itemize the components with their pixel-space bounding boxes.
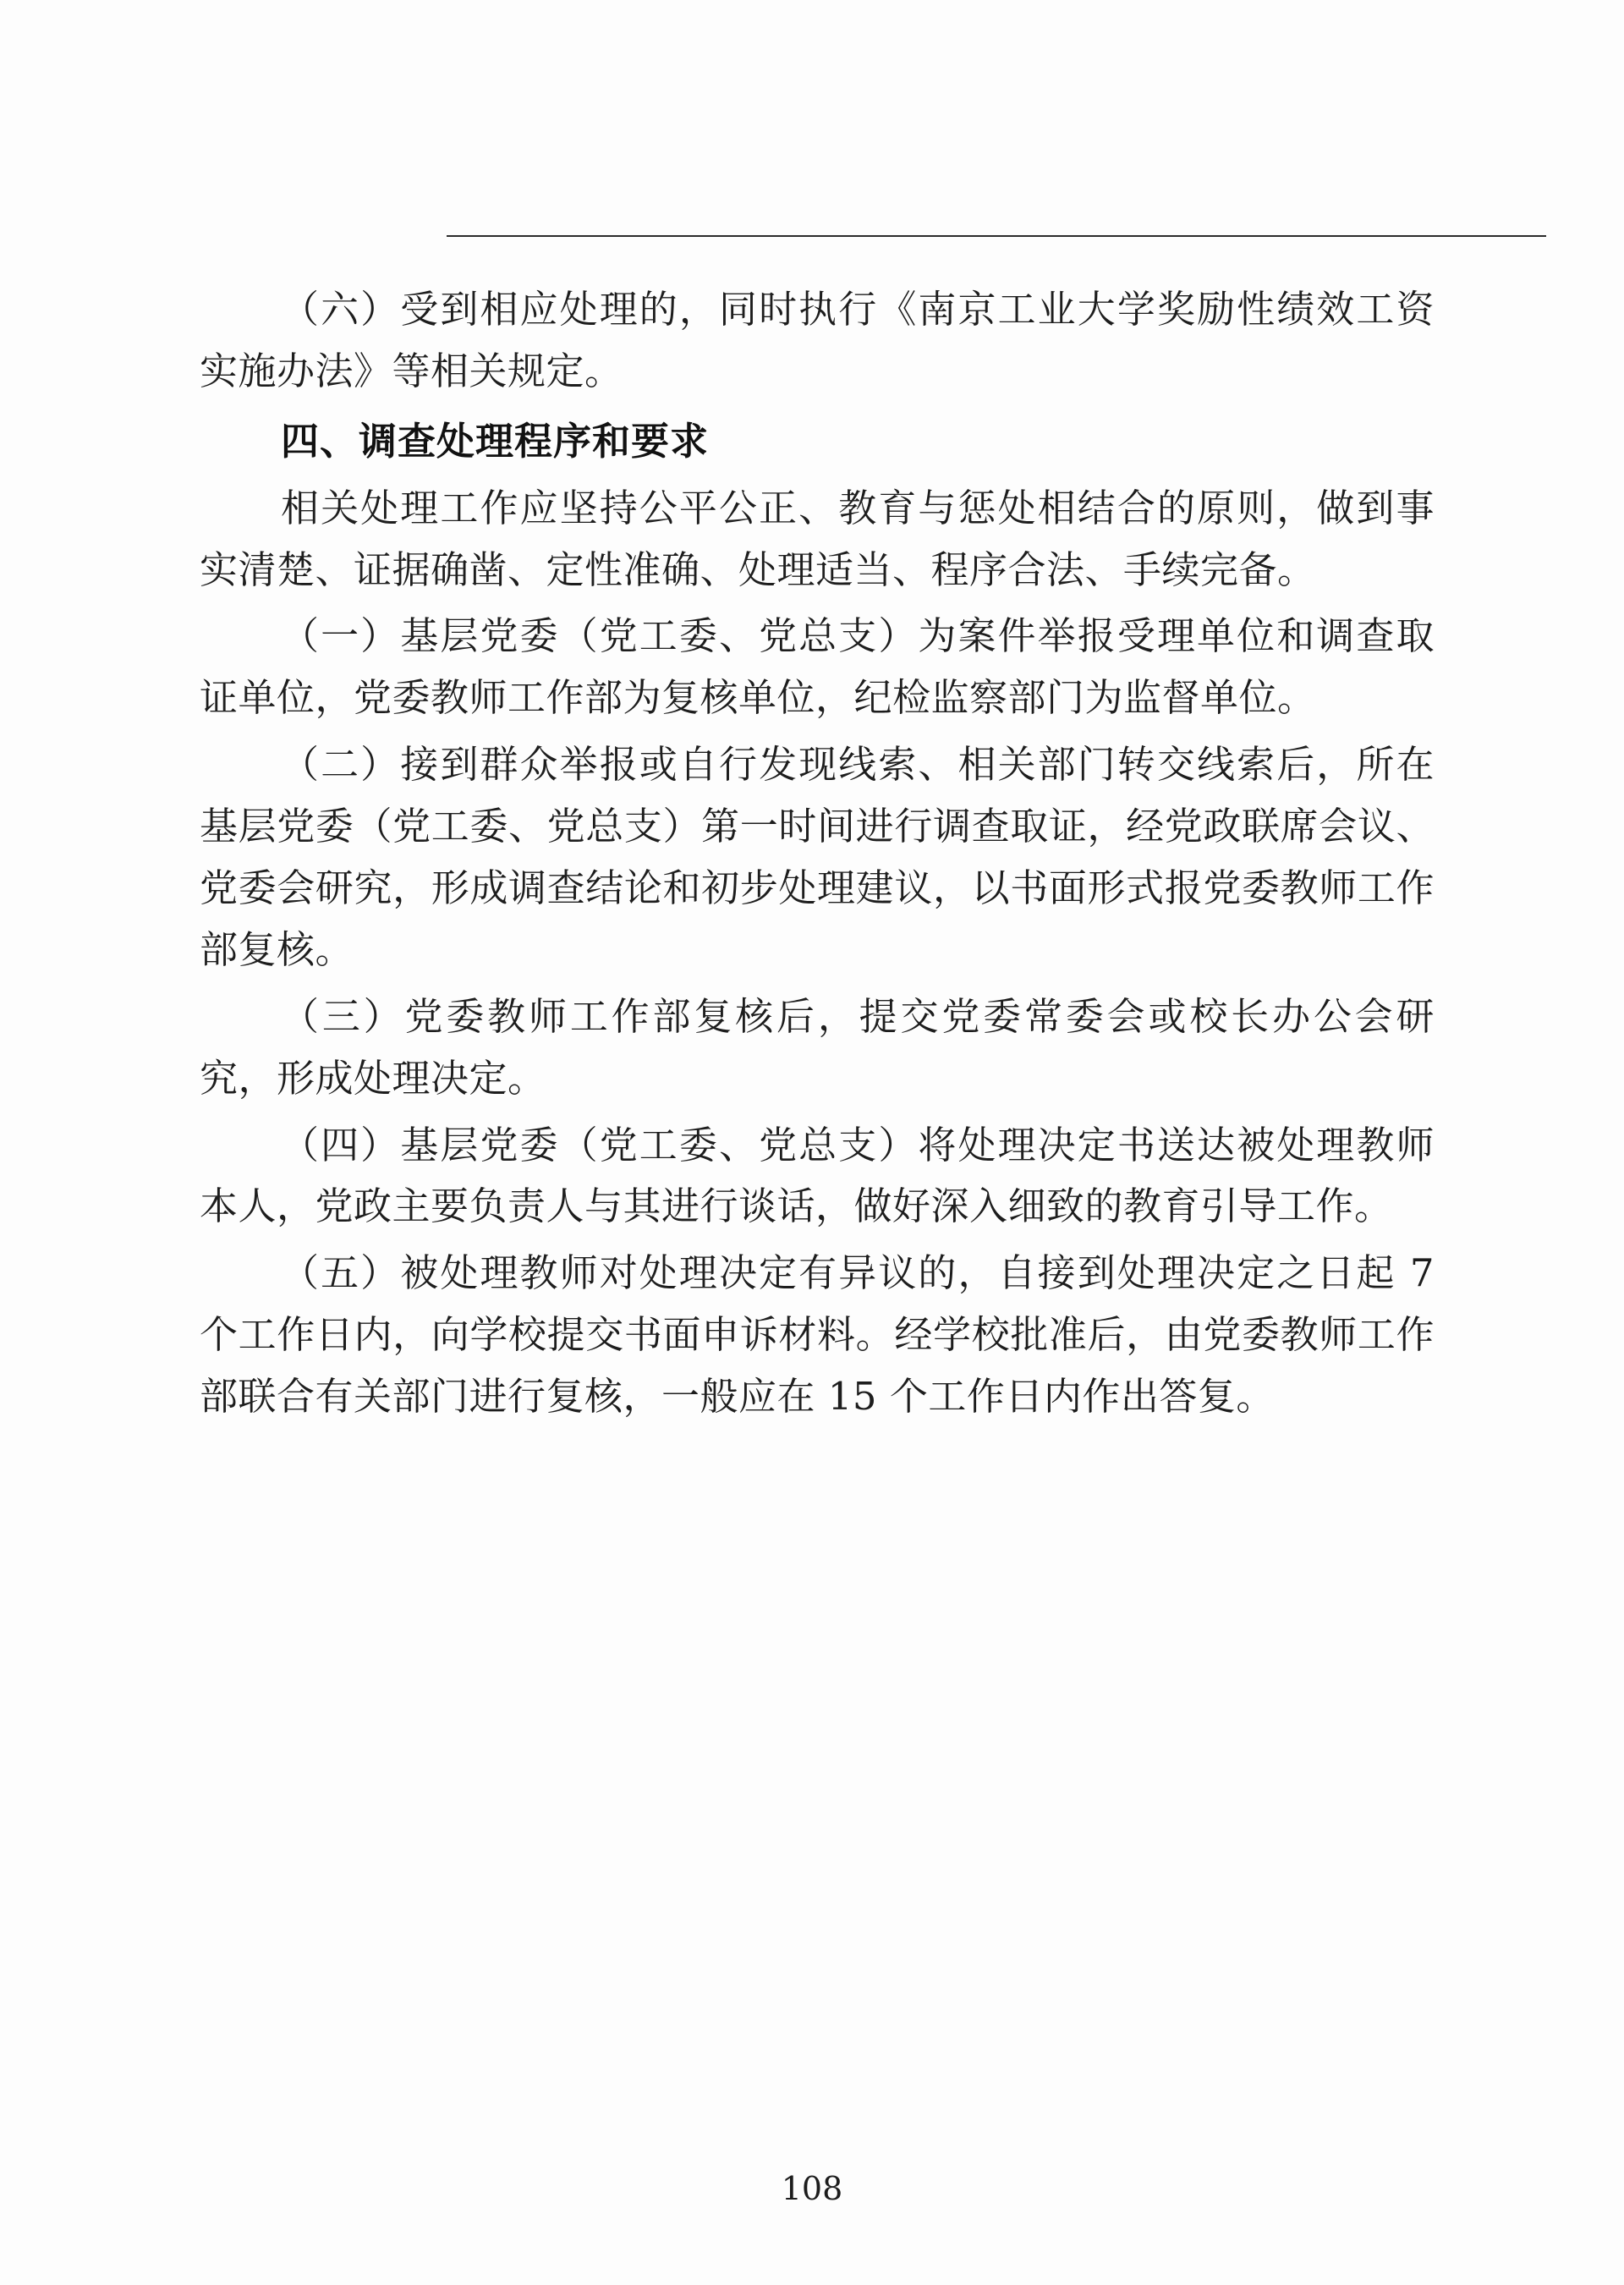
section-heading-four: 四、调查处理程序和要求	[281, 418, 710, 464]
paragraph-item-two: （二）接到群众举报或自行发现线索、相关部门转交线索后，所在基层党委（党工委、党总支）第一时间进行调查取证，经党政联席会议、党委会研究，形成调查结论和初步处理建议，以书面形式报党委教师工作部复核。	[200, 742, 1435, 972]
paragraph-item-five: （五）被处理教师对处理决定有异议的，自接到处理决定之日起 7 个工作日内，向学校提交书面申诉材料。经学校批准后，由党委教师工作部联合有关部门进行复核，一般应在 15 个工作日内作出答复。	[200, 1250, 1435, 1420]
paragraph-item-three: （三）党委教师工作部复核后，提交党委常委会或校长办公会研究，形成处理决定。	[200, 993, 1435, 1101]
paragraph-item-six: （六）受到相应处理的，同时执行《南京工业大学奖励性绩效工资实施办法》等相关规定。	[200, 287, 1435, 393]
document-body	[200, 279, 1435, 1433]
header-rule	[447, 235, 1546, 237]
paragraph-principles: 相关处理工作应坚持公平公正、教育与惩处相结合的原则，做到事实清楚、证据确凿、定性准确、处理适当、程序合法、手续完备。	[200, 485, 1435, 592]
page-number: 108	[781, 2170, 843, 2207]
paragraph-item-four: （四）基层党委（党工委、党总支）将处理决定书送达被处理教师本人，党政主要负责人与其进行谈话，做好深入细致的教育引导工作。	[200, 1122, 1435, 1229]
paragraph-item-one: （一）基层党委（党工委、党总支）为案件举报受理单位和调查取证单位，党委教师工作部为复核单位，纪检监察部门为监督单位。	[200, 613, 1435, 721]
